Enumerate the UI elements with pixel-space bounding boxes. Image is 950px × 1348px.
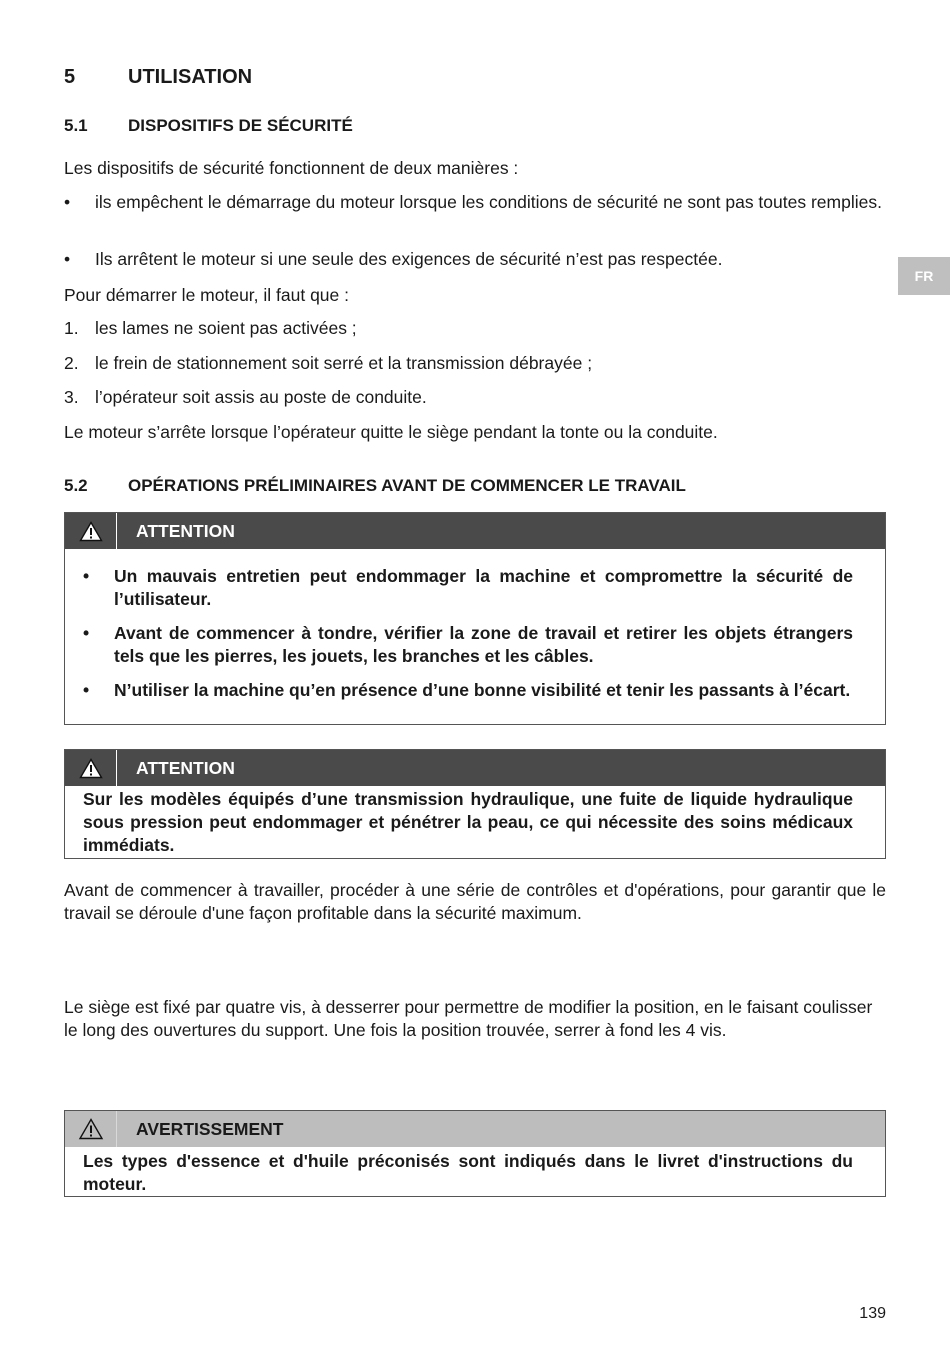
warning-header: [65, 513, 885, 549]
section-number: 5: [64, 66, 76, 88]
seat-paragraph: Le siège est fixé par quatre vis, à desserrer pour permettre de modifier la position, en le faisant coulisser le long des ouvertures du support. Une fois la position trouvée, serrer à fond les 4 vis.: [64, 997, 873, 1040]
item-number: 2.: [64, 353, 79, 373]
warning-title: ATTENTION: [136, 758, 235, 778]
numbered-item: [64, 352, 886, 375]
caution-title: AVERTISSEMENT: [136, 1119, 284, 1139]
caution-box: [64, 1110, 886, 1197]
warning-item-text: Un mauvais entretien peut endommager la machine et compromettre la sécurité de l’utilisateur.: [114, 566, 853, 609]
bullet: •: [83, 566, 90, 586]
warning-box: [64, 749, 886, 859]
warning-title: ATTENTION: [136, 521, 235, 541]
list-item-text: Ils arrêtent le moteur si une seule des exigences de sécurité n’est pas respectée.: [95, 249, 723, 269]
numbered-item: [64, 317, 886, 340]
warning-item: [83, 622, 853, 668]
header-divider: [116, 750, 117, 786]
item-number: 1.: [64, 318, 79, 338]
warning-triangle-icon: [65, 513, 116, 549]
warning-item-text: N’utiliser la machine qu’en présence d’une bonne visibilité et tenir les passants à l’écart.: [114, 680, 851, 700]
header-divider: [116, 1111, 117, 1147]
warning-box: [64, 512, 886, 725]
intro-paragraph: Les dispositifs de sécurité fonctionnent de deux manières :: [64, 158, 519, 178]
list-item-text: ils empêchent le démarrage du moteur lorsque les conditions de sécurité ne sont pas toutes remplies.: [95, 192, 882, 212]
subsection-title: DISPOSITIFS DE SÉCURITÉ: [128, 116, 353, 135]
section-title: UTILISATION: [128, 66, 253, 88]
numbered-item-text: les lames ne soient pas activées ;: [95, 318, 357, 338]
warning-item: [83, 679, 853, 702]
warning-triangle-icon: [65, 1111, 116, 1147]
list-item: [64, 191, 886, 214]
subsection-title: OPÉRATIONS PRÉLIMINAIRES AVANT DE COMMENCER LE TRAVAIL: [128, 476, 686, 495]
caution-header: [65, 1111, 885, 1147]
numbered-item-text: l’opérateur soit assis au poste de conduite.: [95, 387, 427, 407]
subsection-heading-5-2: [64, 476, 686, 496]
warning-item-text: Avant de commencer à tondre, vérifier la zone de travail et retirer les objets étrangers tels que les pierres, les jouets, les branches et les câbles.: [114, 623, 853, 666]
item-number: 3.: [64, 387, 79, 407]
caution-text: Les types d'essence et d'huile préconisés sont indiqués dans le livret d'instructions du moteur.: [83, 1151, 853, 1194]
start-paragraph: Pour démarrer le moteur, il faut que :: [64, 285, 349, 305]
warning-body: [65, 549, 885, 702]
warning-text: Sur les modèles équipés d’une transmission hydraulique, une fuite de liquide hydraulique sous pression peut endommager et pénétrer la peau, ce qui nécessite des soins médicaux immédiats.: [83, 789, 853, 855]
language-tab: FR: [898, 257, 950, 295]
warning-header: [65, 750, 885, 786]
header-divider: [116, 513, 117, 549]
before-work-paragraph: Avant de commencer à travailler, procéder à une série de contrôles et d'opérations, pour garantir que le travail se déroule d'une façon profitable dans la sécurité maximum.: [64, 880, 886, 923]
bullet: •: [83, 680, 90, 700]
subsection-number: 5.1: [64, 116, 88, 135]
list-item: [64, 248, 886, 271]
warning-item: [83, 565, 853, 611]
stop-paragraph: Le moteur s’arrête lorsque l’opérateur quitte le siège pendant la tonte ou la conduite.: [64, 422, 718, 442]
numbered-item-text: le frein de stationnement soit serré et la transmission débrayée ;: [95, 353, 593, 373]
bullet: •: [64, 192, 71, 212]
warning-triangle-icon: [65, 750, 116, 786]
page-number: 139: [859, 1305, 886, 1322]
subsection-heading-5-1: [64, 116, 353, 136]
bullet: •: [64, 249, 71, 269]
subsection-number: 5.2: [64, 476, 88, 495]
section-heading: [64, 66, 252, 89]
numbered-item: [64, 386, 886, 409]
bullet: •: [83, 623, 90, 643]
